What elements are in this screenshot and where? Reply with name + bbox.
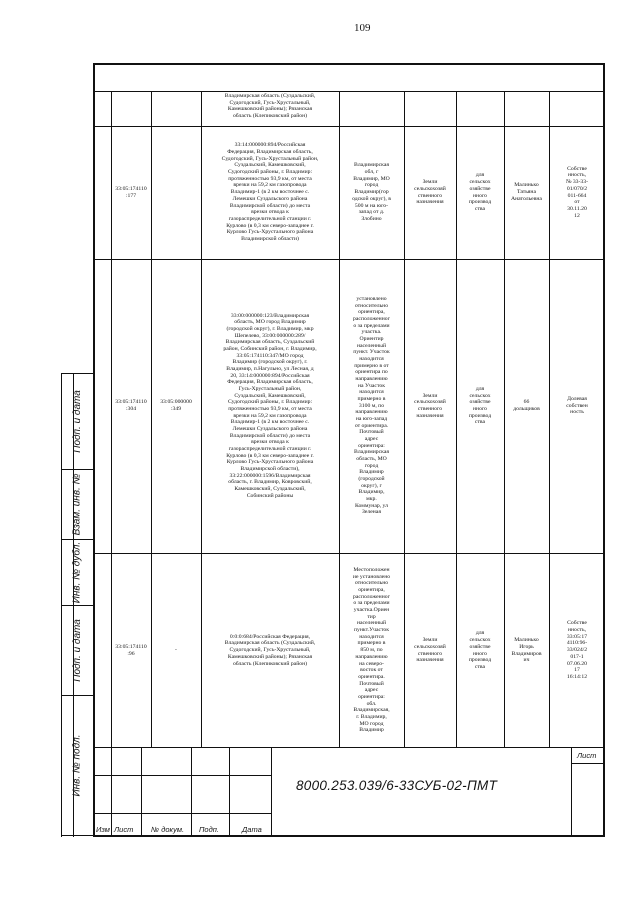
table-cell-location: 33:14:000000:894/Российская Федерация, Владимирская область, Судогодский, Гусь-Хрустальный район, Суздальский, Камешковский, Судогодский районы, г. Владимир: протяженностью 93,9 км, от места врезки на 59,2 км газопровода Владимир-1 (в 2 км восточнее с. Лемешки Суздальского района Владимирской области) до места врезки отвода к газораспределительной станции г. Курлово (в 0,3 км северо-западнее г. Курлово Гусь-Хрустального района Владимирской области) bbox=[221, 142, 319, 242]
table-cell-landmark bbox=[340, 93, 403, 125]
table-cell-category: Земли сельскохозяй ственного назначения bbox=[414, 637, 446, 664]
title-block-rule bbox=[93, 747, 605, 748]
table-cell-prev-number: 33:05:000000 :349 bbox=[160, 399, 192, 412]
table-cell-cadastral: 33:05:174110 :177 bbox=[115, 185, 147, 199]
document-code: 8000.253.039/6-33СУБ-02-ПМТ bbox=[296, 778, 498, 793]
table-cell-right: Собстве нность, 33:05:17 4110:96- 33/024/2 017-1 07.06.20 17 16:14:12 bbox=[566, 620, 588, 680]
title-block-rule bbox=[141, 747, 142, 837]
table-cell-location: 0:0:0:684/Российская Федерация, Владимирская область (Суздальский, Судогодский, Гусь-Хрустальный, Камешковский районы); Рязанская область (Клепиковский район) bbox=[224, 633, 316, 667]
side-label-inv-podl: Инв. № подл. bbox=[71, 733, 83, 797]
title-block-rule bbox=[93, 747, 94, 837]
title-block-rule bbox=[229, 747, 230, 837]
table-cell-holder: Малинько Татьяна Анатольевна bbox=[511, 182, 542, 202]
side-label-inv-dubl: Инв. № дубл. bbox=[71, 541, 83, 603]
title-block-rule bbox=[271, 747, 272, 837]
stamp-list-label: Лист bbox=[114, 825, 134, 834]
table-cell-use: для сельскох озяйстве нного производ ства bbox=[468, 630, 492, 670]
page-number: 109 bbox=[354, 22, 371, 34]
title-block bbox=[93, 747, 605, 837]
title-block-rule bbox=[93, 813, 271, 814]
table-cell-location: 33:00:000000:123/Владимирская область, МО город Владимир (городской округ), г. Владимир, мкр Шепелево, 33:00:000000:289/ Владимирская область, Суздальский район, Собинский район, г. Владимир, 33:05:174110:347/МО город Владимир (городской округ), г. Владимир, п.Нагульно, ул Лесная, д 20, 33:14:000000:894/Российская Федерация, Владимирская область, Гусь-Хрустальный район, Суздальский, Камешковский, Судогодский районы, г. Владимир: протяженностью 93,9 км, от места врезки на 59,2 км газопровода Владимир-1 (в 2 км восточнее с. Лемешки Суздальского района Владимирской области) до места врезки отвода к газораспределительной станции г. Курлово (в 0,3 км северо-западнее г. Курлово Гусь-Хрустального района Владимирской области), 33:22:000000:1596/Владимирская область, г. Владимир, Ковровский, Камешковский, Суздальский, Собинский районы bbox=[223, 312, 317, 499]
title-block-rule bbox=[571, 763, 605, 764]
table-cell-category: Земли сельскохозяй ственного назначения bbox=[414, 179, 446, 206]
side-stamp-strip bbox=[61, 373, 93, 837]
table-cell-use bbox=[457, 93, 503, 125]
title-block-rule bbox=[93, 775, 271, 776]
stamp-podp-label: Подп. bbox=[199, 825, 219, 834]
stamp-data-label: Дата bbox=[242, 825, 262, 834]
table-cell-cadastral: 33:05:174110 :96 bbox=[115, 643, 147, 657]
table-cell-use: для сельскох озяйстве нного производ ства bbox=[468, 172, 492, 212]
table-cell-prev-number bbox=[152, 93, 200, 125]
side-label-podp-data-top: Подп. и дата bbox=[71, 389, 83, 453]
table-cell-cadastral: 33:05:174110 :304 bbox=[115, 399, 147, 412]
table-cell-landmark: Местоположен ие установлено относительно ориентира, расположенног о за пределами участка.Ориен тир населенный пункт.Участок находится примерно в 850 м, по направлению на северо- восток от ориентира. Почтовый адрес ориентира: обл. Владимирская, г. Владимир, МО город Владимир bbox=[352, 567, 391, 734]
side-strip-rule bbox=[61, 835, 93, 836]
table-cell-holder: Малинько Игорь Владимиров ич bbox=[511, 637, 542, 664]
title-block-rule bbox=[111, 747, 112, 837]
table-cell-cadastral bbox=[112, 93, 150, 125]
table-cell-category bbox=[405, 93, 455, 125]
side-label-podp-data: Подп. и дата bbox=[71, 618, 83, 682]
table-cell-landmark: Владимирская обл, г Владимир, МО город Владимир(гор одской округ), в 500 м на юго- запад от д. Злобино bbox=[352, 162, 391, 222]
land-plots-table bbox=[93, 91, 605, 748]
stamp-sheet-label: Лист bbox=[577, 751, 597, 760]
stamp-doc-no-label: № докум. bbox=[151, 825, 185, 834]
table-cell-location: Владимирская область (Суздальский, Судогодский, Гусь-Хрустальный, Камешковский районы); Рязанская область (Клепиковский район) bbox=[224, 93, 316, 120]
table-cell-holder: 66 дольщиков bbox=[513, 399, 540, 412]
stamp-izm-label: Изм bbox=[96, 825, 110, 834]
table-cell-landmark: установлено относительно ориентира, расположенног о за пределами участка. Ориентир населенный пункт. Участок находится примерно в от ориентира по направлению на Участок находится примерно в 3100 м, по направлению на юго-запад от ориентира. Почтовый адрес ориентира: Владимирская область, МО город Владимир (городской округ), г Владимир, мкр. Коммунар, ул Зеленая bbox=[353, 295, 390, 516]
table-cell-right bbox=[550, 93, 604, 125]
table-cell-right: Долевая собствен ность bbox=[566, 395, 588, 416]
title-block-rule bbox=[191, 747, 192, 837]
table-cell-use: для сельскох озяйстве нного производ ства bbox=[468, 385, 492, 426]
table-cell-prev-number bbox=[152, 127, 200, 258]
table-cell-category: Земли сельскохозяй ственного назначения bbox=[414, 392, 446, 419]
table-cell-prev-number: - bbox=[175, 647, 177, 654]
title-block-rule bbox=[571, 747, 572, 837]
side-label-vzam-inv: Взам. инв. № bbox=[71, 473, 83, 535]
table-cell-holder bbox=[505, 93, 548, 125]
table-cell-right: Собстве нность, № 33-33- 01/070/2 011-664 от 30.11.20 12 bbox=[565, 165, 588, 219]
